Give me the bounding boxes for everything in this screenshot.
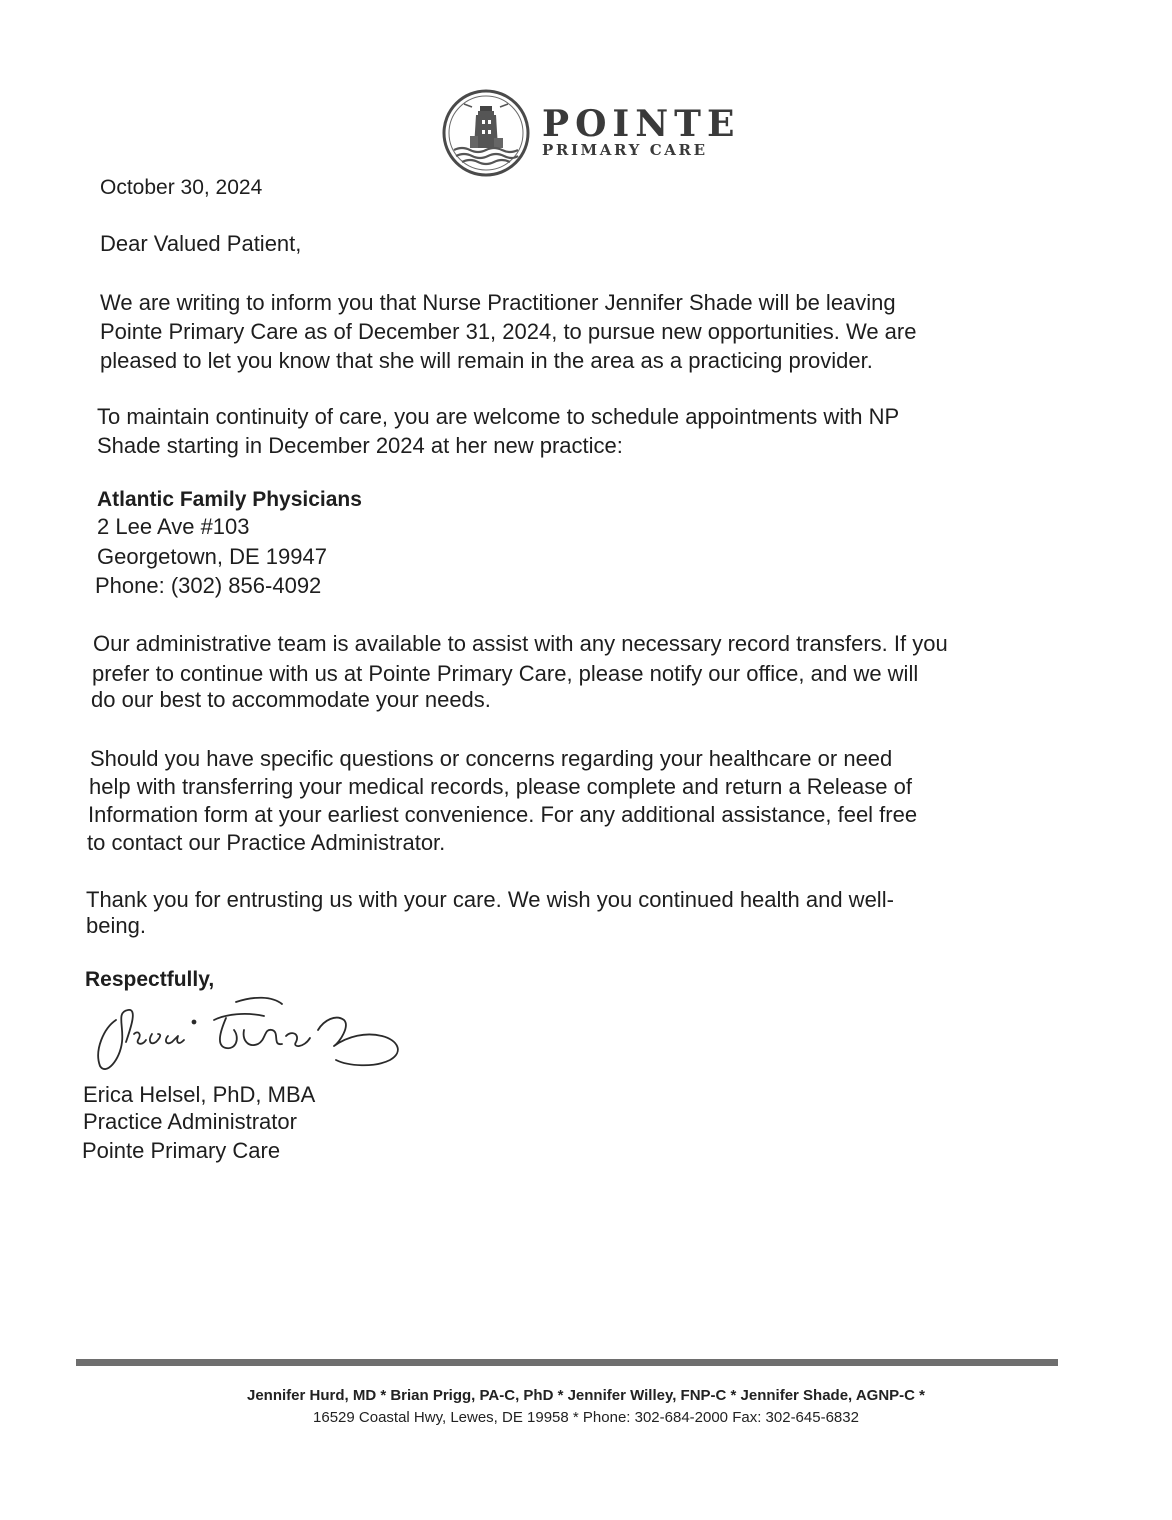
logo-name: POINTE [542, 103, 741, 145]
salutation: Dear Valued Patient, [100, 231, 302, 256]
paragraph-line: To maintain continuity of care, you are welcome to schedule appointments with NP [97, 404, 900, 429]
paragraph-line: Information form at your earliest convenience. For any additional assistance, feel free [88, 802, 918, 827]
footer-address [0, 1409, 1172, 1426]
footer-address-text: 16529 Coastal Hwy, Lewes, DE 19958 * Phone: 302-684-2000 Fax: 302-645-6832 [313, 1409, 859, 1426]
footer-divider [76, 1359, 1058, 1366]
practice-name: Atlantic Family Physicians [97, 488, 362, 511]
footer-providers-text: Jennifer Hurd, MD * Brian Prigg, PA-C, PhD * Jennifer Willey, FNP-C * Jennifer Shade, AGNP-C * [246, 1387, 926, 1404]
paragraph-line: Should you have specific questions or concerns regarding your healthcare or need [90, 746, 893, 771]
paragraph-line: help with transferring your medical records, please complete and return a Release of [89, 774, 912, 799]
signer-name: Erica Helsel, PhD, MBA [83, 1082, 316, 1107]
paragraph-line: Thank you for entrusting us with your care. We wish you continued health and well- [86, 887, 894, 912]
paragraph-line: Pointe Primary Care as of December 31, 2024, to pursue new opportunities. We are [100, 319, 917, 344]
paragraph-line: being. [86, 913, 146, 938]
logo-subtitle: PRIMARY CARE [542, 141, 708, 159]
signer-title: Practice Administrator [83, 1109, 297, 1134]
paragraph-line: pleased to let you know that she will remain in the area as a practicing provider. [100, 348, 873, 373]
lighthouse-emblem-icon [440, 88, 532, 178]
paragraph-line: Our administrative team is available to assist with any necessary record transfers. If you [93, 631, 948, 656]
logo-wordmark [542, 103, 741, 159]
letter-date: October 30, 2024 [100, 176, 263, 199]
paragraph-line: to contact our Practice Administrator. [87, 830, 446, 855]
practice-street: 2 Lee Ave #103 [97, 514, 250, 539]
pointe-logo [440, 88, 760, 178]
practice-city: Georgetown, DE 19947 [97, 544, 327, 569]
footer-providers [0, 1387, 1172, 1404]
practice-phone: Phone: (302) 856-4092 [95, 573, 322, 598]
handwritten-signature [86, 990, 416, 1080]
paragraph-line: Shade starting in December 2024 at her new practice: [97, 433, 623, 458]
paragraph-line: We are writing to inform you that Nurse Practitioner Jennifer Shade will be leaving [100, 290, 896, 315]
closing: Respectfully, [85, 968, 215, 991]
paragraph-line: do our best to accommodate your needs. [91, 687, 491, 712]
signer-organization: Pointe Primary Care [82, 1138, 281, 1163]
paragraph-line: prefer to continue with us at Pointe Primary Care, please notify our office, and we will [92, 661, 919, 686]
